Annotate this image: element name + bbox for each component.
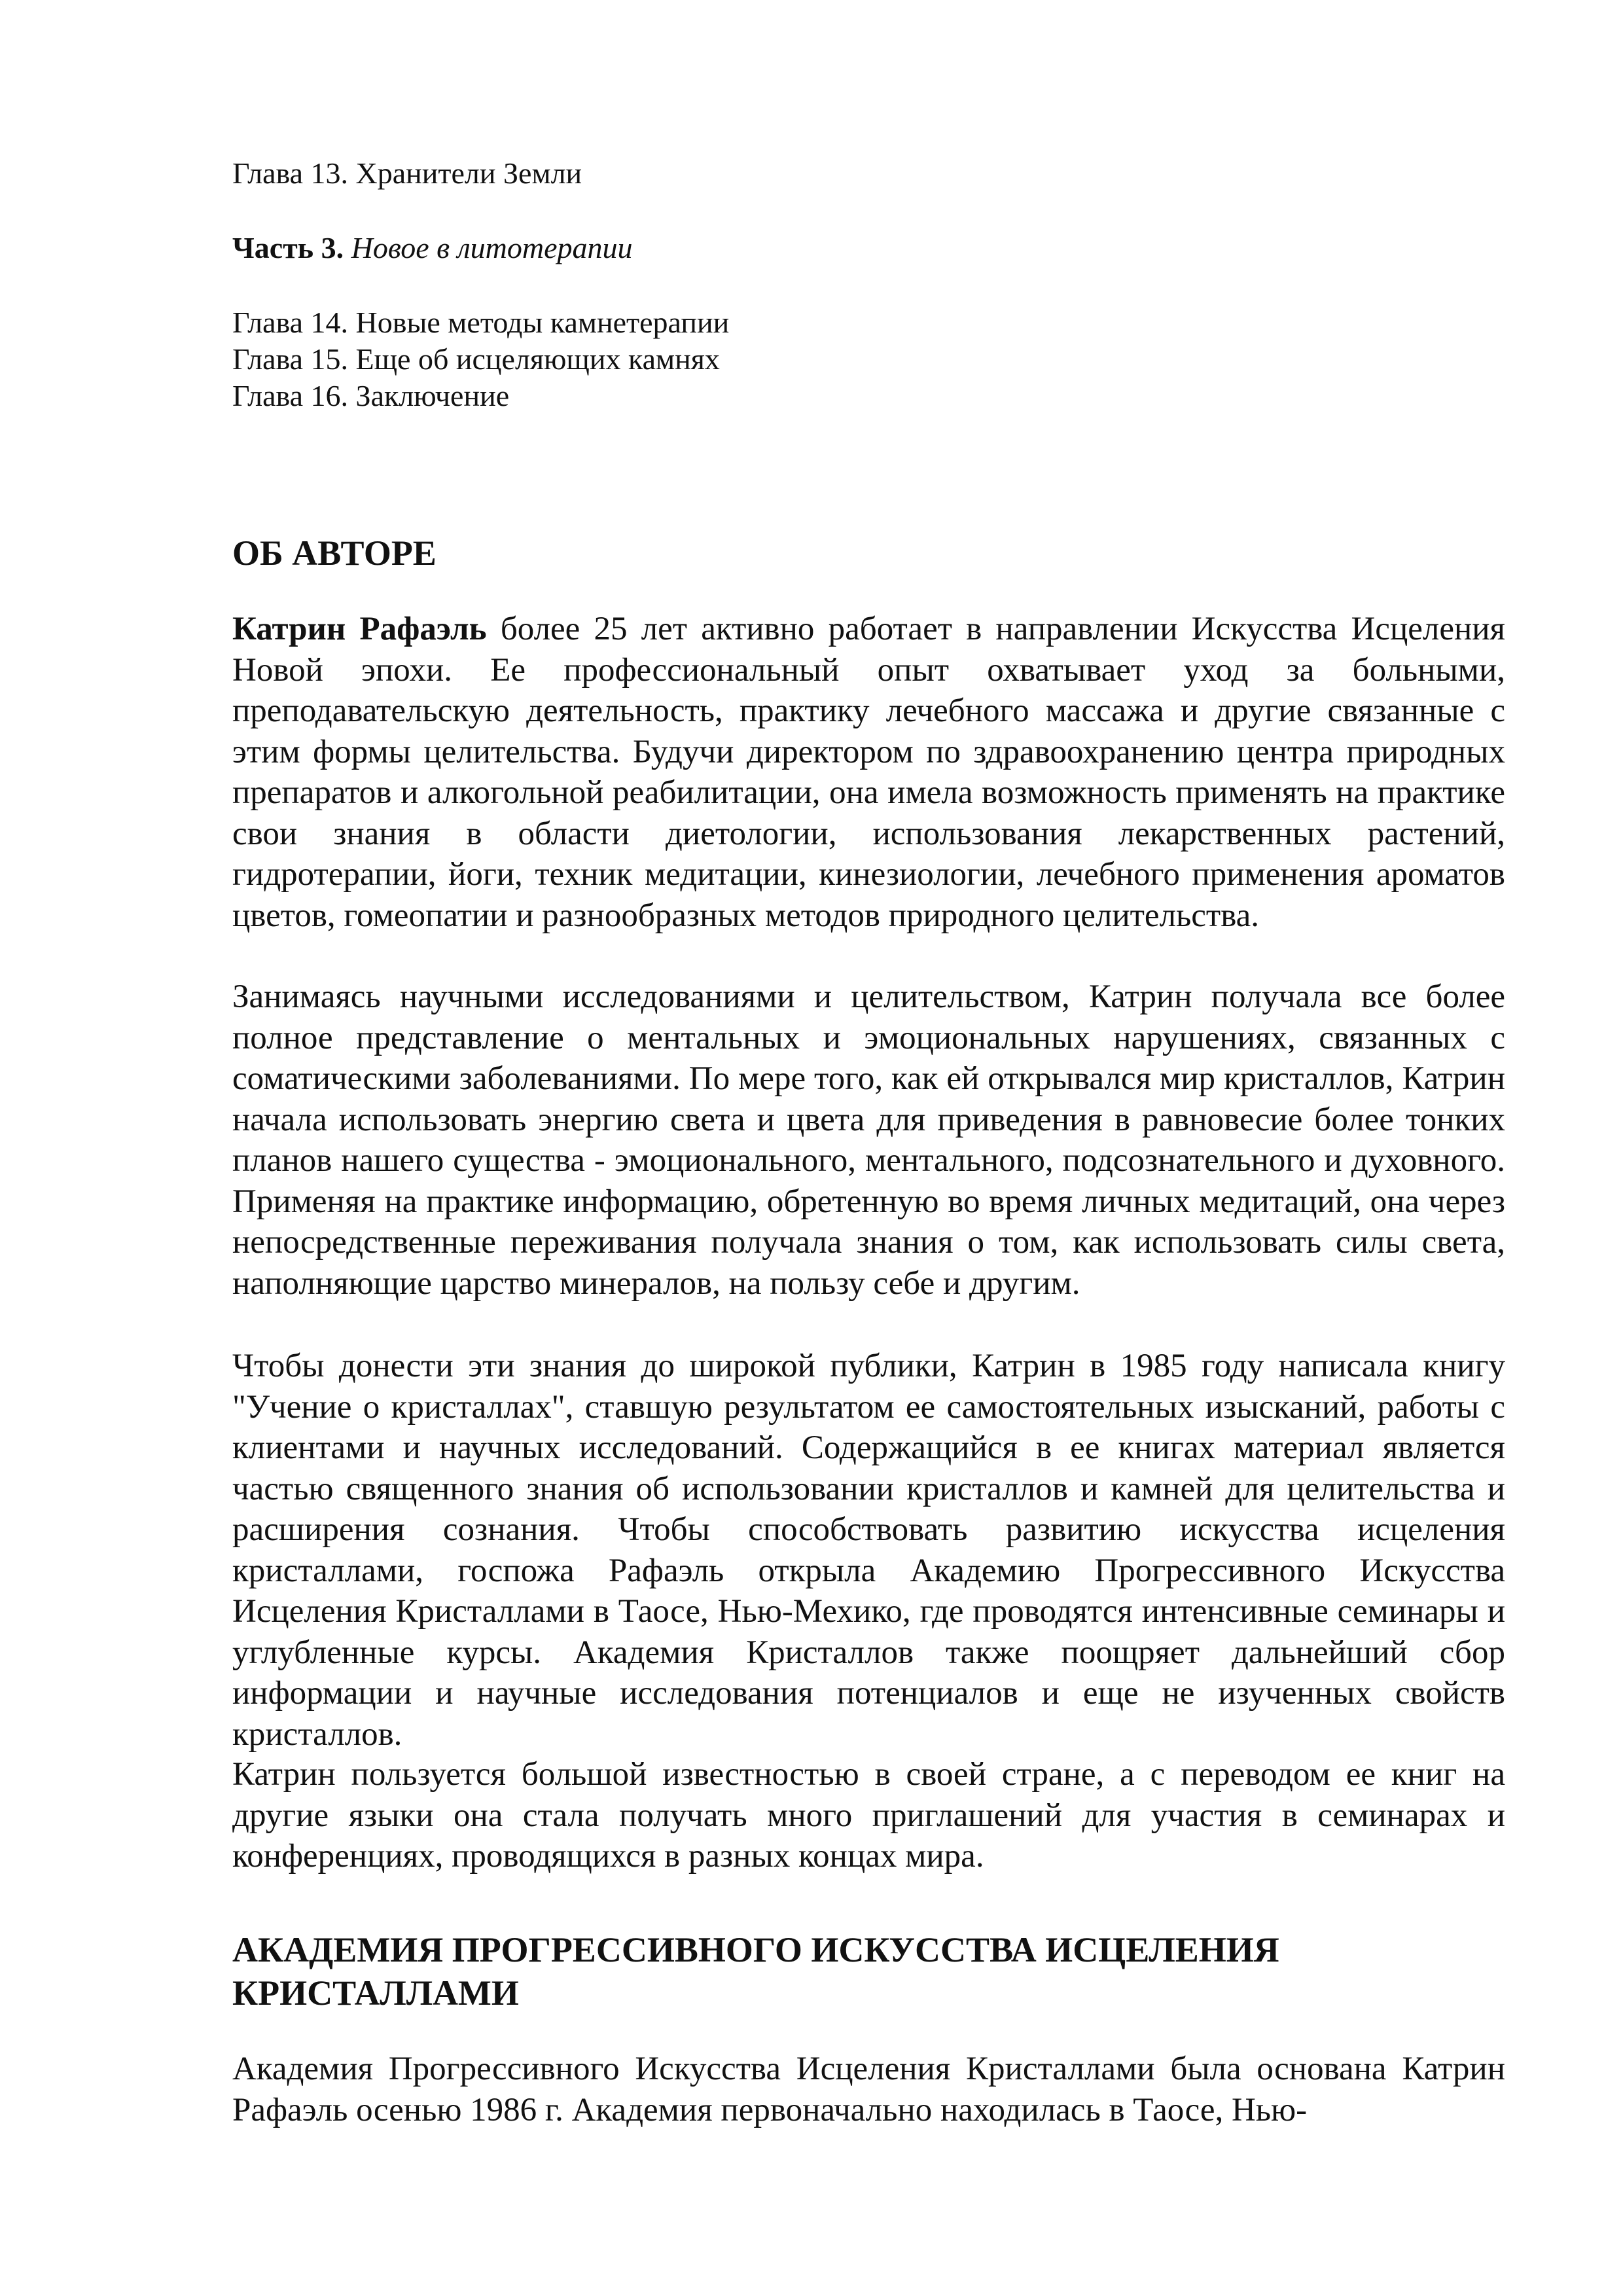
toc-chapter-14: Глава 14. Новые методы камнетерапии bbox=[232, 306, 730, 339]
toc-chapter-13: Глава 13. Хранители Земли bbox=[232, 156, 582, 190]
toc-part-3-title: Новое в литотерапии bbox=[351, 231, 633, 264]
about-author-heading: ОБ АВТОРЕ bbox=[232, 533, 437, 573]
academy-heading: АКАДЕМИЯ ПРОГРЕССИВНОГО ИСКУССТВА ИСЦЕЛЕНИЯ КРИСТАЛЛАМИ bbox=[232, 1930, 1279, 2013]
toc-chapter-16: Глава 16. Заключение bbox=[232, 379, 510, 412]
about-paragraph-1 bbox=[232, 609, 1505, 936]
about-paragraph-4: Катрин пользуется большой известностью в своей стране, а с переводом ее книг на другие языки она стала получать много приглашений для участия в семинарах и конференциях, проводящихся в разных концах мира. bbox=[232, 1756, 1505, 1874]
academy-paragraph-1: Академия Прогрессивного Искусства Исцеления Кристаллами была основана Катрин Рафаэль осенью 1986 г. Академия первоначально находилась в Таосе, Нью- bbox=[232, 2051, 1505, 2128]
toc-part-3 bbox=[232, 229, 633, 267]
about-paragraph-2: Занимаясь научными исследованиями и целительством, Катрин получала все более полное представление о ментальных и эмоциональных нарушениях, связанных с соматическими заболеваниями. По мере того, как ей открывался мир кристаллов, Катрин начала использовать энергию света и цвета для приведения в равновесие более тонких планов нашего существа - эмоционального, ментального, подсознательного и духовного. Применяя на практике информацию, обретенную во время личных медитаций, она через непосредственные переживания получала знания о том, как использовать силы света, наполняющие царство минералов, на пользу себе и другим. bbox=[232, 978, 1505, 1302]
toc-chapter-15: Глава 15. Еще об исцеляющих камнях bbox=[232, 342, 720, 376]
about-paragraph-3: Чтобы донести эти знания до широкой публики, Катрин в 1985 году написала книгу "Учение о кристаллах", ставшую результатом ее самостоятельных изысканий, работы с клиентами и научных исследований. Содержащийся в ее книгах материал является частью священного знания об использовании кристаллов и камней для целительства и расширения сознания. Чтобы способствовать развитию искусства исцеления кристаллами, госпожа Рафаэль открыла Академию Прогрессивного Искусства Исцеления Кристаллами в Таосе, Нью-Мехико, где проводятся интенсивные семинары и углубленные курсы. Академия Кристаллов также поощряет дальнейший сбор информации и научные исследования потенциалов и еще не изученных свойств кристаллов. bbox=[232, 1348, 1505, 1753]
about-paragraph-1-text: более 25 лет активно работает в направлении Искусства Исцеления Новой эпохи. Ее профессиональный опыт охватывает уход за больными, преподавательскую деятельность, практику лечебного массажа и другие связанные с этим формы целительства. Будучи директором по здравоохранению центра природных препаратов и алкогольной реабилитации, она имела возможность применять на практике свои знания в области диетологии, использования лекарственных растений, гидротерапии, йоги, техник медитации, кинезиологии, лечебного применения ароматов цветов, гомеопатии и разнообразных методов природного целительства. bbox=[232, 611, 1506, 934]
toc-part-3-label: Часть 3. bbox=[232, 231, 344, 264]
author-name: Катрин Рафаэль bbox=[232, 611, 487, 647]
